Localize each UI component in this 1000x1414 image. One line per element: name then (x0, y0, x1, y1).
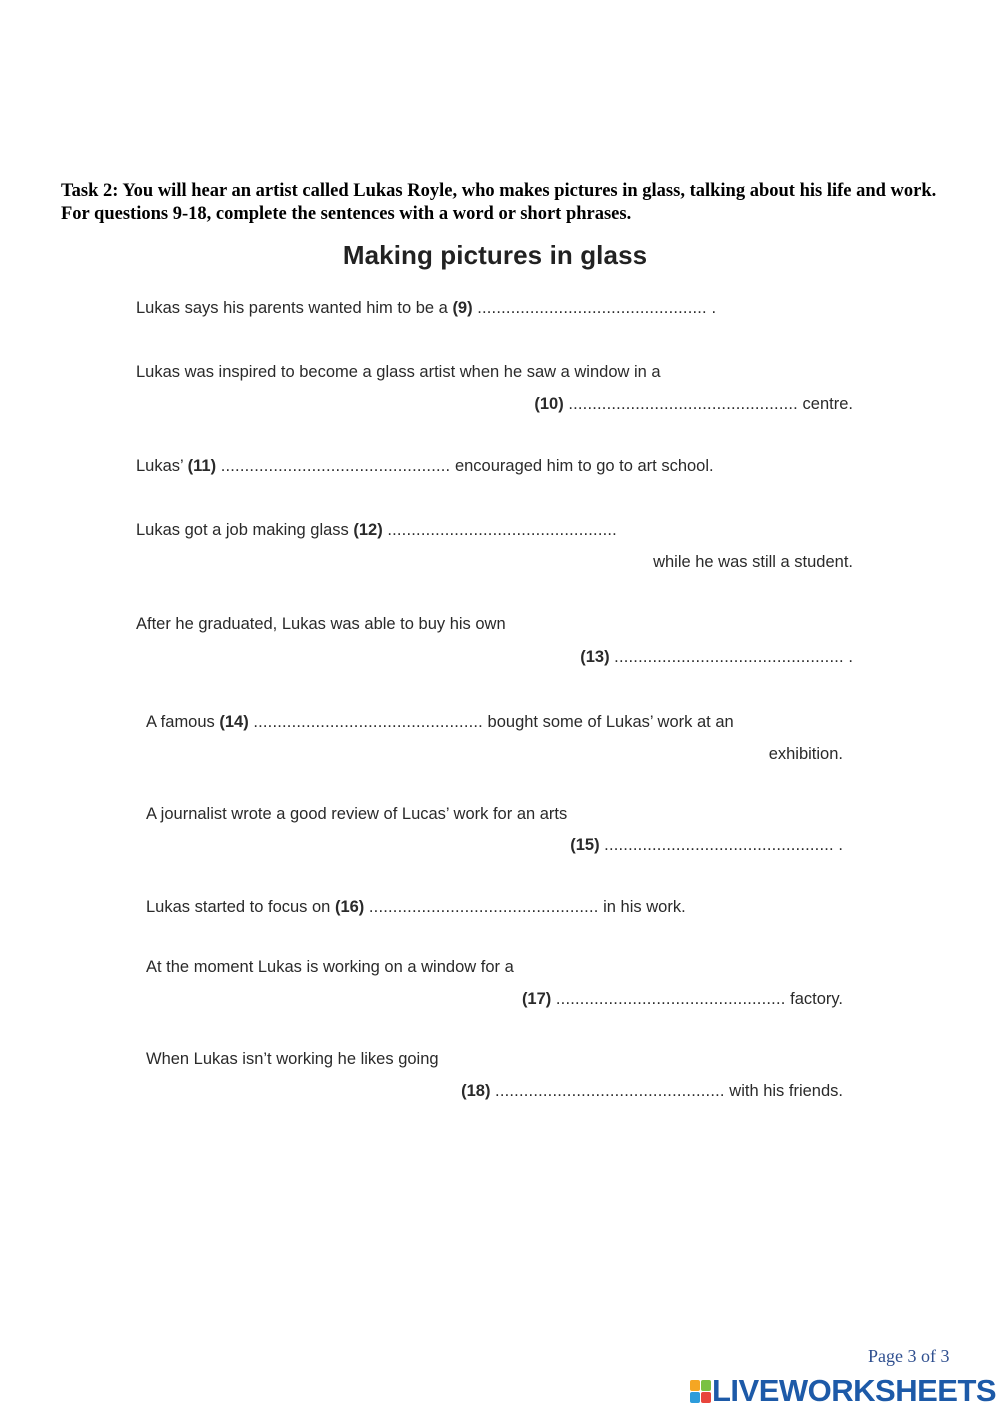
question-14-line2: exhibition. (768, 745, 843, 763)
question-9-blank[interactable]: ................................................ (477, 299, 707, 317)
question-16-number: (16) (334, 898, 365, 916)
question-12-line2: while he was still a student. (653, 553, 853, 571)
page-title: Making pictures in glass (342, 240, 648, 270)
question-11 (136, 457, 714, 476)
question-13-number: (13) (580, 648, 610, 666)
question-14-text: A famous (146, 713, 220, 731)
question-12-blank[interactable]: ................................................ (387, 521, 617, 539)
question-9 (136, 299, 716, 318)
question-10-end: centre. (797, 395, 853, 413)
question-17 (522, 990, 843, 1009)
question-13-blank[interactable]: ................................................ (614, 648, 844, 666)
question-17-end: factory. (785, 990, 843, 1008)
question-10-line1: Lukas was inspired to become a glass artist when he saw a window in a (136, 363, 661, 381)
logo-square-1 (690, 1380, 700, 1391)
question-15-end: . (833, 836, 843, 854)
question-11-blank[interactable]: ................................................ (220, 457, 451, 475)
question-13 (580, 648, 853, 667)
question-10-number: (10) (534, 395, 564, 413)
question-10 (534, 395, 853, 414)
logo-square-4 (701, 1392, 711, 1403)
question-14 (146, 713, 734, 732)
question-15-number: (15) (570, 836, 600, 854)
question-17-blank[interactable]: ................................................ (555, 990, 786, 1008)
question-18-number: (18) (461, 1082, 491, 1100)
question-12 (136, 521, 617, 540)
question-12-number: (12) (353, 521, 383, 539)
question-16 (146, 898, 686, 917)
question-9-number: (9) (452, 299, 473, 317)
question-18-blank[interactable]: ................................................ (495, 1082, 725, 1100)
question-15 (570, 836, 843, 855)
question-15-line1: A journalist wrote a good review of Lucas’ work for an arts (146, 805, 568, 823)
question-14-blank[interactable]: ................................................ (253, 713, 483, 731)
question-11-number: (11) (187, 457, 217, 475)
question-16-text: Lukas started to focus on (146, 898, 335, 916)
page-number: Page 3 of 3 (868, 1346, 950, 1366)
question-18 (461, 1082, 843, 1101)
question-18-end: with his friends. (724, 1082, 843, 1100)
question-11-end: encouraged him to go to art school. (450, 457, 714, 475)
question-11-text: Lukas’ (136, 457, 188, 475)
question-12-text: Lukas got a job making glass (136, 521, 354, 539)
logo-icon (690, 1380, 710, 1402)
logo-square-2 (701, 1380, 711, 1391)
question-13-end: . (843, 648, 853, 666)
question-14-end: bought some of Lukas’ work at an (482, 713, 734, 731)
question-16-end: in his work. (598, 898, 686, 916)
question-13-line1: After he graduated, Lukas was able to buy his own (136, 615, 506, 633)
liveworksheets-logo[interactable] (690, 1374, 996, 1408)
question-9-end: . (706, 299, 717, 317)
question-15-blank[interactable]: ................................................ (604, 836, 834, 854)
logo-square-3 (690, 1392, 700, 1403)
question-17-line1: At the moment Lukas is working on a window for a (146, 958, 514, 976)
question-17-number: (17) (521, 990, 552, 1008)
question-18-line1: When Lukas isn’t working he likes going (146, 1050, 439, 1068)
task-instructions: Task 2: You will hear an artist called Lukas Royle, who makes pictures in glass, talking about his life and work. For questions 9-18, complete the sentences with a word or short phrases. (61, 181, 937, 224)
question-9-text: Lukas says his parents wanted him to be a (136, 299, 453, 317)
logo-text: LIVEWORKSHEETS (712, 1373, 997, 1408)
question-16-blank[interactable]: ................................................ (368, 898, 599, 916)
question-10-blank[interactable]: ................................................ (568, 395, 798, 413)
question-14-number: (14) (219, 713, 249, 731)
